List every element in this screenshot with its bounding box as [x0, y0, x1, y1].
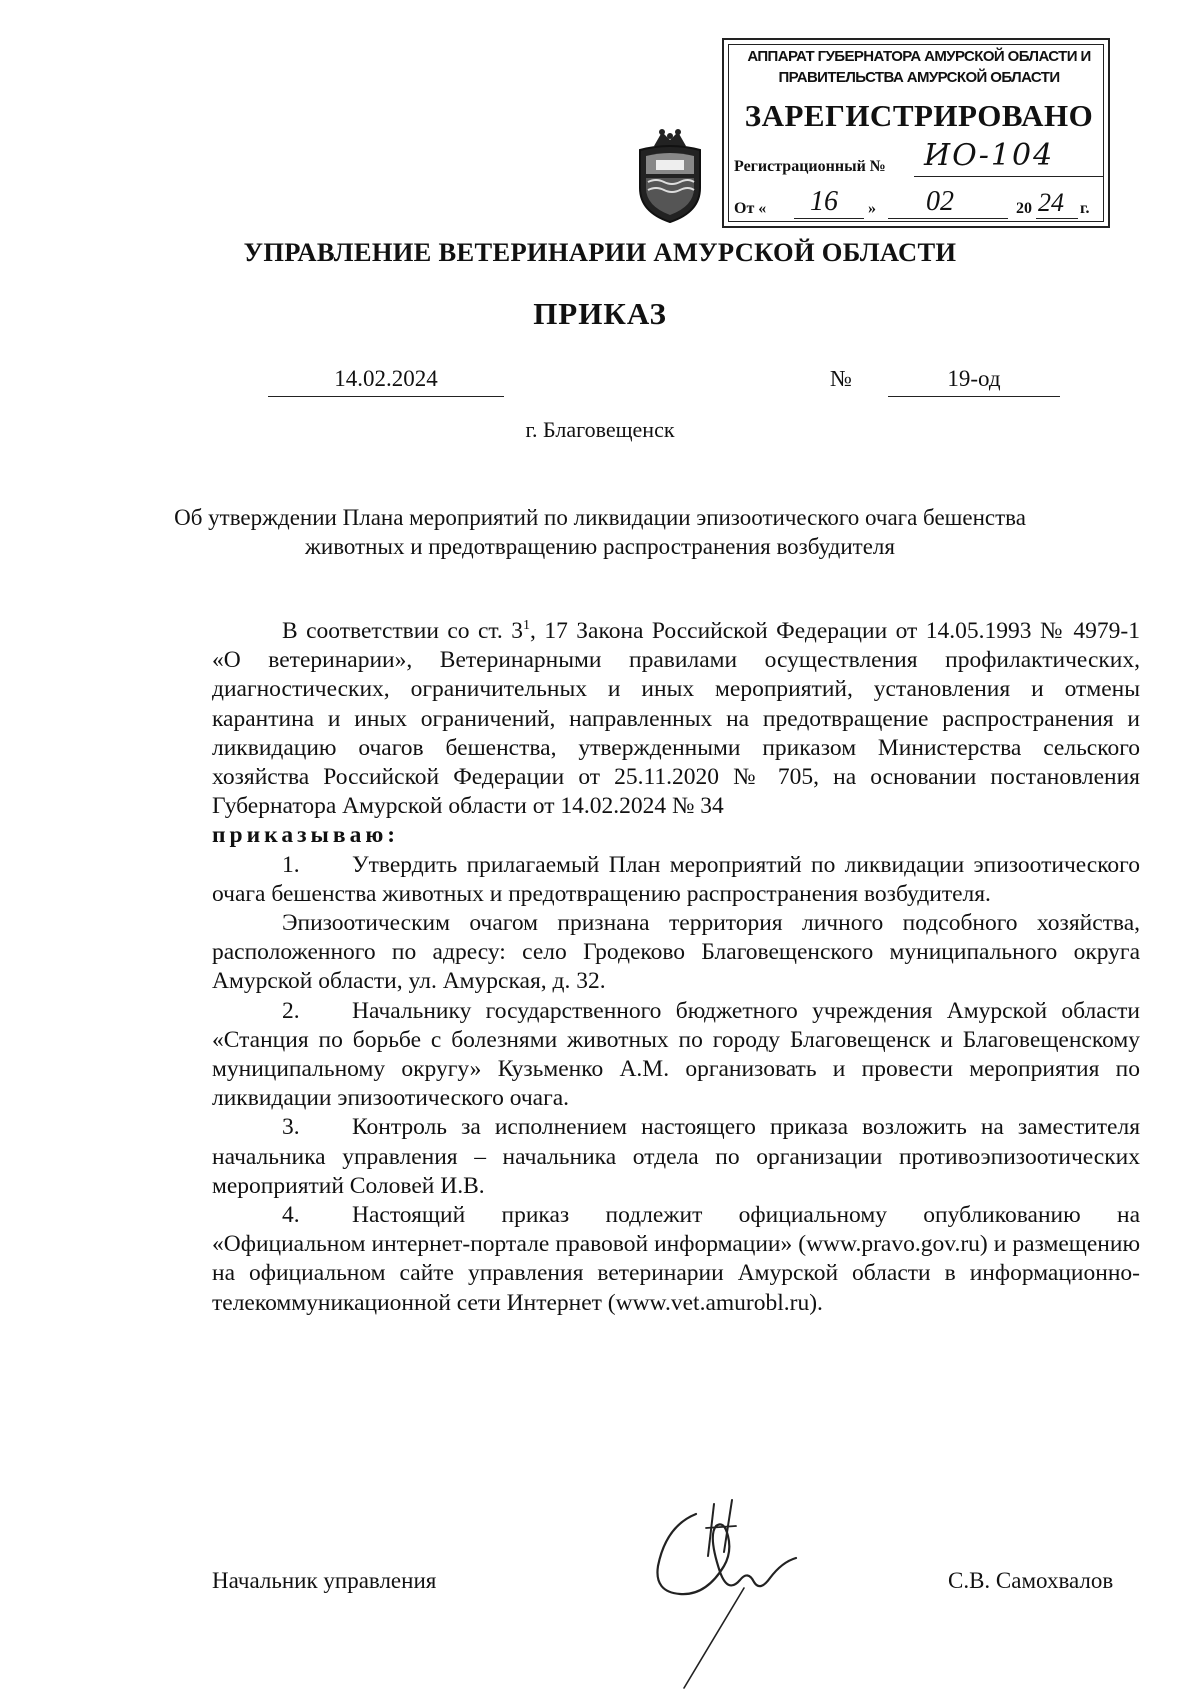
order-date-line — [268, 396, 504, 397]
item-text: Начальнику государственного бюджетного учреждения Амурской области «Станция по борьбе с болезнями животных по городу Благовещенск и Благовещенскому муниципальному округу» Кузьменко А.М. организовать и провести мероприятия по ликвидации эпизоотического очага. — [212, 997, 1140, 1112]
order-date: 14.02.2024 — [334, 366, 438, 391]
stamp-year-line — [1036, 218, 1078, 219]
list-item — [212, 1113, 1140, 1201]
item-number: 2. — [282, 997, 300, 1024]
stamp-number-label: Регистрационный № — [734, 158, 886, 175]
stamp-organization: АППАРАТ ГУБЕРНАТОРА АМУРСКОЙ ОБЛАСТИ И ПРАВИТЕЛЬСТВА АМУРСКОЙ ОБЛАСТИ — [747, 48, 1091, 86]
stamp-number-line — [914, 176, 1104, 177]
coat-of-arms-icon — [632, 126, 708, 226]
item-text: Контроль за исполнением настоящего приказа возложить на заместителя начальника управления – начальника отдела по организации противоэпизоотических мероприятий Соловей И.В. — [212, 1114, 1140, 1199]
stamp-from-label: От « — [734, 200, 767, 217]
item-text: Настоящий приказ подлежит официальному опубликованию на «Официальном интернет-портале правовой информации» (www.pravo.gov.ru) и размещению на официальном сайте управления ветеринарии Амурской области в информационно-телекоммуникационной сети Интернет (www.vet.amurobl.ru). — [212, 1202, 1140, 1316]
item-text: Утвердить прилагаемый План мероприятий по ликвидации эпизоотического очага бешенства животных и предотвращению распространения возбудителя. — [212, 851, 1140, 907]
order-word: приказываю: — [212, 822, 400, 849]
stamp-year-unit: г. — [1080, 200, 1090, 217]
preamble — [212, 617, 1140, 821]
list-item — [212, 997, 1140, 1114]
stamp-day: 16 — [810, 186, 838, 217]
stamp-day-line — [794, 218, 864, 219]
order-number-line — [888, 396, 1060, 397]
item-text: Эпизоотическим очагом признана территория личного подсобного хозяйства, расположенного по адресу: село Гродеково Благовещенского муниципального округа Амурской области, ул. Амурская, д. 32. — [212, 910, 1140, 995]
document-type: ПРИКАЗ — [533, 296, 667, 331]
preamble-part-a: В соответствии со ст. 3 — [282, 618, 523, 644]
order-body — [212, 617, 1140, 1318]
handwritten-signature — [636, 1496, 806, 1692]
signatory-position: Начальник управления — [212, 1568, 437, 1593]
city: г. Благовещенск — [525, 417, 675, 442]
item-number: 4. — [282, 1202, 300, 1229]
list-item — [212, 1201, 1140, 1318]
stamp-year-suffix: 24 — [1038, 188, 1064, 217]
order-number: 19-од — [947, 366, 1001, 391]
order-subject: Об утверждении Плана мероприятий по ликвидации эпизоотического очага бешенства животных и предотвращению распространения возбудителя — [174, 505, 1026, 559]
preamble-part-b: , 17 Закона Российской Федерации от 14.05.1993 № 4979-1 «О ветеринарии», Ветеринарными правилами осуществления профилактических, диагностических, ограничительных и иных мероприятий, установления и отмены карантина и иных ограничений, направленных на предотвращение распространения и ликвидацию очагов бешенства, утвержденными приказом Министерства сельского хозяйства Российской Федерации от 25.11.2020 № 705, на основании постановления Губернатора Амурской области от 14.02.2024 № 34 — [212, 618, 1140, 820]
stamp-year-prefix: 20 — [1016, 200, 1032, 217]
stamp-number: ИО-104 — [924, 138, 1055, 173]
item-number: 3. — [282, 1114, 300, 1141]
item-number: 1. — [282, 851, 300, 878]
stamp-month: 02 — [926, 186, 954, 217]
list-item — [212, 851, 1140, 909]
stamp-quote-close: » — [868, 200, 876, 217]
stamp-month-line — [888, 218, 1008, 219]
list-item — [212, 909, 1140, 997]
order-word-paragraph — [212, 821, 1140, 850]
signatory-name: С.В. Самохвалов — [948, 1568, 1114, 1593]
number-sign: № — [830, 366, 852, 391]
stamp-title: ЗАРЕГИСТРИРОВАНО — [744, 98, 1094, 133]
registration-stamp — [722, 38, 1110, 228]
agency-name: УПРАВЛЕНИЕ ВЕТЕРИНАРИИ АМУРСКОЙ ОБЛАСТИ — [243, 237, 957, 267]
preamble-superscript: 1 — [523, 618, 530, 634]
